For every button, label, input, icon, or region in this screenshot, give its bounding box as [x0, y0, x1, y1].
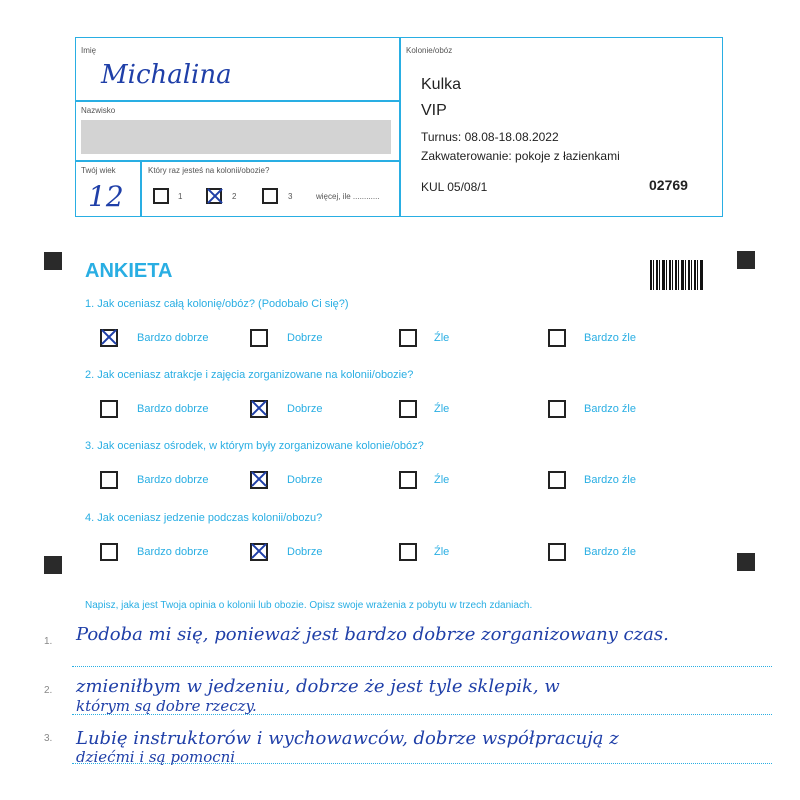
- answer-line-1: [72, 666, 772, 667]
- handwritten-answer-2a: zmieniłbym w jedzeniu, dobrze że jest tyle sklepik, w: [76, 676, 560, 697]
- question-3-option-label: Bardzo dobrze: [137, 474, 209, 486]
- question-2-option-label: Bardzo dobrze: [137, 403, 209, 415]
- kolonia-type: VIP: [421, 102, 447, 119]
- line-number-2: 2.: [44, 685, 53, 696]
- registration-marker-top-right: [737, 251, 755, 269]
- registration-marker-top-left: [44, 252, 62, 270]
- question-1: 1. Jak oceniasz całą kolonię/obóz? (Podobało Ci się?): [85, 298, 349, 310]
- form-number: 02769: [649, 177, 688, 193]
- nazwisko-label: Nazwisko: [81, 106, 116, 115]
- ktory-raz-option-1: 1: [178, 192, 183, 201]
- question-2-checkbox-4[interactable]: [548, 400, 566, 418]
- barcode-icon: [650, 260, 704, 290]
- question-1-checkbox-3[interactable]: [399, 329, 417, 347]
- question-2-checkbox-3[interactable]: [399, 400, 417, 418]
- question-4: 4. Jak oceniasz jedzenie podczas kolonii/obozu?: [85, 512, 323, 524]
- question-1-checkbox-1[interactable]: [100, 329, 118, 347]
- question-4-option-label: Bardzo źle: [584, 546, 636, 558]
- question-1-option-label: Bardzo źle: [584, 332, 636, 344]
- question-1-checkbox-4[interactable]: [548, 329, 566, 347]
- ktory-raz-checkbox-1[interactable]: [153, 188, 169, 204]
- header-box: [75, 37, 723, 217]
- question-2-option-label: Bardzo źle: [584, 403, 636, 415]
- question-1-option-label: Bardzo dobrze: [137, 332, 209, 344]
- zakwaterowanie: Zakwaterowanie: pokoje z łazienkami: [421, 149, 620, 163]
- question-4-checkbox-4[interactable]: [548, 543, 566, 561]
- handwritten-answer-1: Podoba mi się, ponieważ jest bardzo dobrze zorganizowany czas.: [76, 624, 669, 645]
- turnus: Turnus: 08.08-18.08.2022: [421, 130, 559, 144]
- question-3-option-label: Dobrze: [287, 474, 323, 486]
- question-2-checkbox-2[interactable]: [250, 400, 268, 418]
- registration-marker-bottom-left: [44, 556, 62, 574]
- question-4-option-label: Źle: [434, 546, 450, 558]
- question-1-option-label: Źle: [434, 332, 450, 344]
- handwritten-answer-2b: którym są dobre rzeczy.: [76, 697, 257, 715]
- question-3: 3. Jak oceniasz ośrodek, w którym były zorganizowane kolonie/obóz?: [85, 440, 424, 452]
- question-2-option-label: Dobrze: [287, 403, 323, 415]
- ktory-raz-label: Który raz jesteś na kolonii/obozie?: [148, 166, 270, 175]
- question-3-option-label: Bardzo źle: [584, 474, 636, 486]
- question-4-checkbox-3[interactable]: [399, 543, 417, 561]
- imie-label: Imię: [81, 46, 97, 55]
- handwritten-answer-3b: dziećmi i są pomocni: [76, 748, 236, 766]
- question-4-checkbox-2[interactable]: [250, 543, 268, 561]
- question-1-option-label: Dobrze: [287, 332, 323, 344]
- kolonie-label: Kolonie/obóz: [406, 46, 453, 55]
- opinion-prompt: Napisz, jaka jest Twoja opinia o kolonii lub obozie. Opisz swoje wrażenia z pobytu w trzech zdaniach.: [85, 600, 533, 611]
- question-2: 2. Jak oceniasz atrakcje i zajęcia zorganizowane na kolonii/obozie?: [85, 369, 414, 381]
- question-2-checkbox-1[interactable]: [100, 400, 118, 418]
- wiek-label: Twój wiek: [81, 166, 116, 175]
- handwritten-answer-3a: Lubię instruktorów i wychowawców, dobrze współpracują z: [76, 728, 619, 749]
- question-3-checkbox-1[interactable]: [100, 471, 118, 489]
- ktory-raz-option-2: 2: [232, 192, 237, 201]
- imie-value: Michalina: [101, 60, 232, 90]
- question-4-checkbox-1[interactable]: [100, 543, 118, 561]
- line-number-1: 1.: [44, 636, 53, 647]
- wiecej-label: więcej, ile ............: [316, 192, 380, 201]
- ktory-raz-checkbox-3[interactable]: [262, 188, 278, 204]
- question-4-option-label: Dobrze: [287, 546, 323, 558]
- nazwisko-redacted: [81, 120, 391, 154]
- question-4-option-label: Bardzo dobrze: [137, 546, 209, 558]
- ktory-raz-option-3: 3: [288, 192, 293, 201]
- question-3-checkbox-3[interactable]: [399, 471, 417, 489]
- question-1-checkbox-2[interactable]: [250, 329, 268, 347]
- question-2-option-label: Źle: [434, 403, 450, 415]
- survey-title: ANKIETA: [85, 260, 173, 282]
- question-3-option-label: Źle: [434, 474, 450, 486]
- question-3-checkbox-4[interactable]: [548, 471, 566, 489]
- question-3-checkbox-2[interactable]: [250, 471, 268, 489]
- line-number-3: 3.: [44, 733, 53, 744]
- ktory-raz-checkbox-2[interactable]: [206, 188, 222, 204]
- kolonia-code: KUL 05/08/1: [421, 180, 488, 194]
- wiek-value: 12: [88, 180, 124, 213]
- registration-marker-bottom-right: [737, 553, 755, 571]
- kolonia-name: Kulka: [421, 76, 462, 93]
